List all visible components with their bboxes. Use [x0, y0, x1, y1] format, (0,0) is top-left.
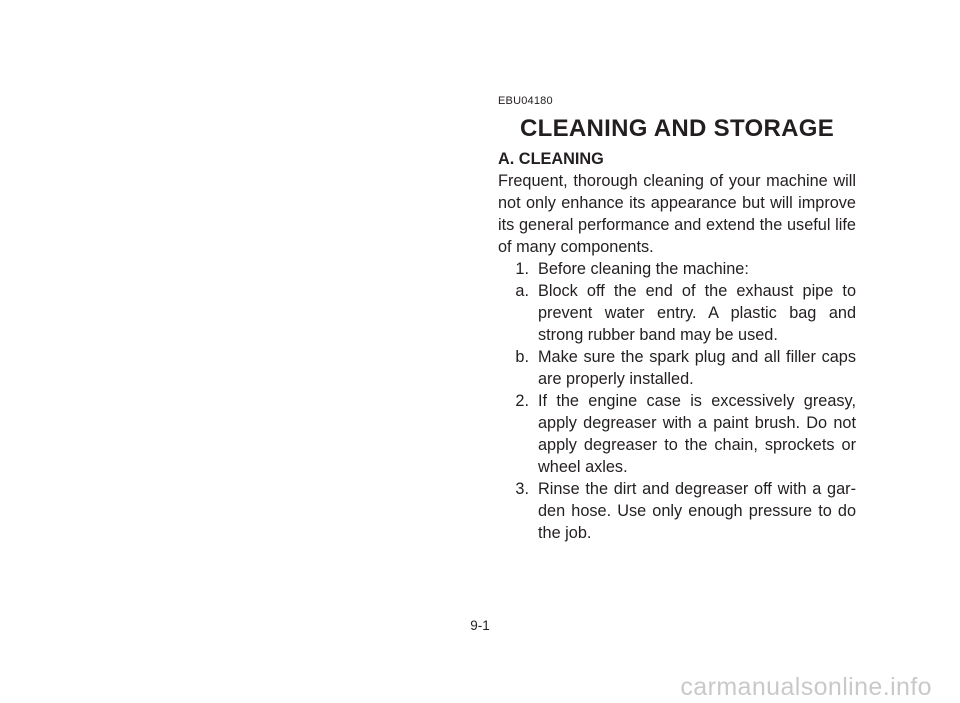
page-title: CLEANING AND STORAGE — [519, 115, 834, 142]
list-marker: 3. — [515, 480, 529, 498]
list-item-3 — [498, 478, 856, 544]
list-item-text: Before cleaning the machine: — [538, 260, 749, 278]
intro-paragraph: Frequent, thorough cleaning of your machine will not only enhance its appearance but will improve its general performance and extend the useful life of many components. — [498, 172, 856, 256]
list-marker: 1. — [515, 260, 529, 278]
list-marker: b. — [515, 348, 529, 366]
list-marker: 2. — [515, 392, 529, 410]
list-item-2 — [498, 390, 856, 478]
list-item-1 — [498, 258, 856, 280]
watermark: carmanualsonline.info — [680, 673, 932, 701]
list-item-text: Block off the end of the exhaust pipe to prevent water entry. A plastic bag and strong rubber band may be used. — [538, 282, 856, 344]
list-marker: a. — [515, 282, 529, 300]
list-item-text: Make sure the spark plug and all filler caps are properly installed. — [538, 348, 856, 388]
list-item-text: Rinse the dirt and degreaser off with a gar-den hose. Use only enough pressure to do the job. — [538, 480, 856, 542]
list-item-1a — [498, 280, 856, 346]
document-code: EBU04180 — [498, 95, 553, 107]
page-number: 9-1 — [470, 618, 490, 633]
list-item-1b — [498, 346, 856, 390]
section-heading: A. CLEANING — [498, 150, 604, 168]
content-block — [498, 148, 856, 544]
list-item-text: If the engine case is excessively greasy, apply degreaser with a paint brush. Do not apply degreaser to the chain, sprockets or wheel axles. — [538, 392, 856, 476]
